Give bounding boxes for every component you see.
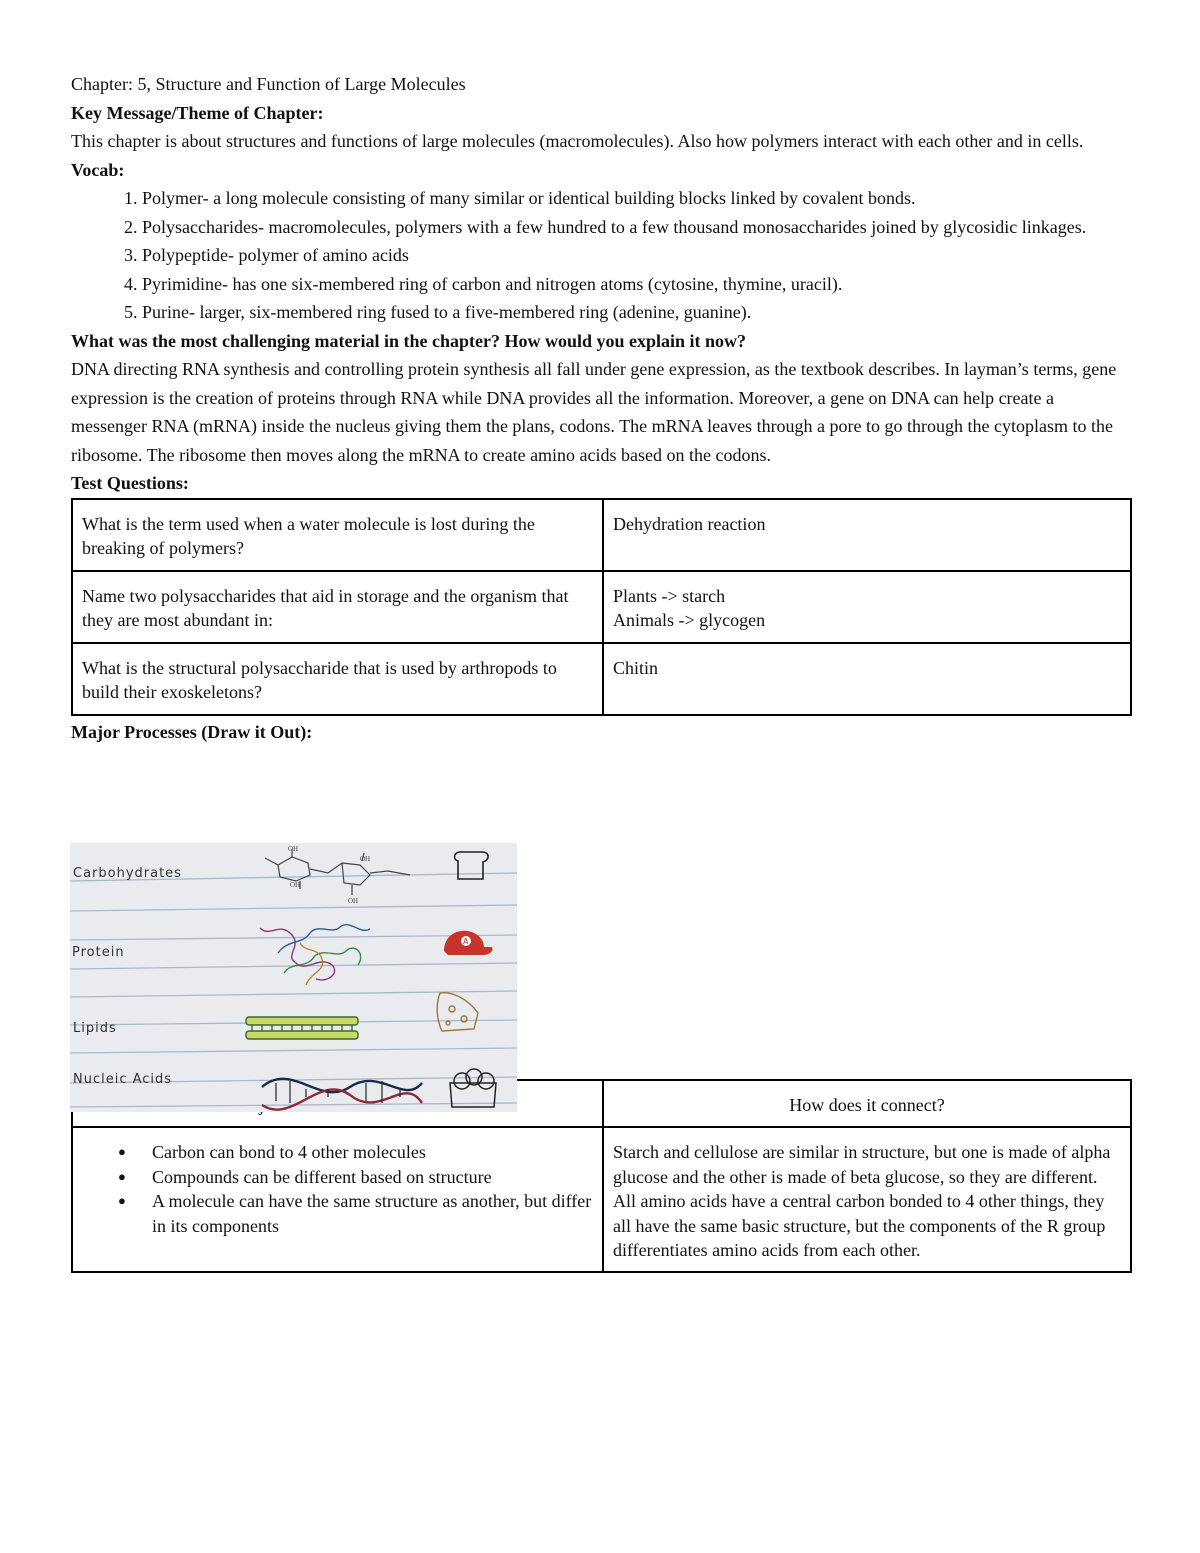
lipid-bilayer-drawing <box>246 1017 358 1039</box>
column-header: How does it connect? <box>603 1080 1131 1128</box>
drawing-label: Carbohydrates <box>73 866 182 881</box>
vocab-item: 5. Purine- larger, six-membered ring fused to a five-membered ring (adenine, guanine). <box>142 298 1131 327</box>
themes-list <box>82 1140 593 1238</box>
protein-structure-drawing <box>260 925 370 985</box>
answer-cell <box>603 643 1131 715</box>
svg-text:OH: OH <box>290 881 301 889</box>
key-message-heading: Key Message/Theme of Chapter: <box>71 102 324 123</box>
vocab-item: 3. Polypeptide- polymer of amino acids <box>142 241 1131 270</box>
test-questions-table <box>71 498 1132 716</box>
svg-text:OH: OH <box>288 845 299 853</box>
drawing-label: Protein <box>72 945 125 960</box>
svg-text:A: A <box>463 937 469 946</box>
drawing-label: Nucleic Acids <box>73 1072 173 1087</box>
cap-icon <box>444 931 493 955</box>
test-questions-heading: Test Questions: <box>71 473 189 493</box>
bread-icon <box>455 852 489 879</box>
chapter-title: Chapter: 5, Structure and Function of Large Molecules <box>71 74 466 94</box>
challenge-text: DNA directing RNA synthesis and controlling protein synthesis all fall under gene expression, as the textbook describes. In layman’s terms, gene expression is the creation of proteins through RNA while DNA provides all the information. Moreover, a gene on DNA can help create a messenger RNA (mRNA) inside the nucleus giving them the plans, codons. The mRNA leaves through a pore to go through the cytoplasm to the ribosome. The ribosome then moves along the mRNA to create amino acids based on the codons. <box>71 359 1117 465</box>
vocab-item: 4. Pyrimidine- has one six-membered ring of carbon and nitrogen atoms (cytosine, thymine, uracil). <box>142 270 1131 299</box>
vocab-heading: Vocab: <box>71 159 125 180</box>
table-row <box>72 571 1131 643</box>
cookies-icon <box>450 1069 496 1107</box>
connection-cell: Starch and cellulose are similar in structure, but one is made of alpha glucose and the other is made of beta glucose, so they are different. All amino acids have a central carbon bonded to 4 other things, they all have the same basic structure, but the components of the R group differentiates amino acids from each other. <box>603 1127 1131 1272</box>
cheese-icon <box>437 993 478 1031</box>
themes-cell <box>72 1127 603 1272</box>
svg-text:OH: OH <box>360 855 371 863</box>
answer-cell <box>603 499 1131 571</box>
major-processes-heading: Major Processes (Draw it Out): <box>71 721 313 742</box>
vocab-item: 1. Polymer- a long molecule consisting of many similar or identical building blocks linked by covalent bonds. <box>142 184 1131 213</box>
answer-line: Dehydration reaction <box>613 513 766 534</box>
question-cell: What is the term used when a water molecule is lost during the breaking of polymers? <box>72 499 603 571</box>
table-row <box>72 499 1131 571</box>
table-row <box>72 643 1131 715</box>
question-cell: What is the structural polysaccharide that is used by arthropods to build their exoskeletons? <box>72 643 603 715</box>
answer-line: Animals -> glycogen <box>613 610 766 630</box>
answer-line: Plants -> starch <box>613 585 726 606</box>
answer-cell <box>603 571 1131 643</box>
answer-line: Chitin <box>613 657 659 678</box>
key-message-text: This chapter is about structures and functions of large molecules (macromolecules). Also how polymers interact with each other and in cells. <box>71 131 1084 151</box>
challenge-heading: What was the most challenging material in the chapter? How would you explain it now? <box>71 330 747 351</box>
list-item: ● Compounds can be different based on structure <box>152 1165 593 1190</box>
hand-drawn-diagram <box>70 843 517 1112</box>
question-cell: Name two polysaccharides that aid in storage and the organism that they are most abundant in: <box>72 571 603 643</box>
vocab-item: 2. Polysaccharides- macromolecules, polymers with a few hundred to a few thousand monosaccharides joined by glycosidic linkages. <box>142 213 1131 242</box>
list-item: ● A molecule can have the same structure as another, but differ in its components <box>152 1189 593 1238</box>
vocab-list <box>71 184 1131 327</box>
table-row <box>72 1127 1131 1272</box>
svg-text:OH: OH <box>348 897 359 905</box>
drawing-label: Lipids <box>73 1021 117 1036</box>
list-item: ● Carbon can bond to 4 other molecules <box>152 1140 593 1165</box>
